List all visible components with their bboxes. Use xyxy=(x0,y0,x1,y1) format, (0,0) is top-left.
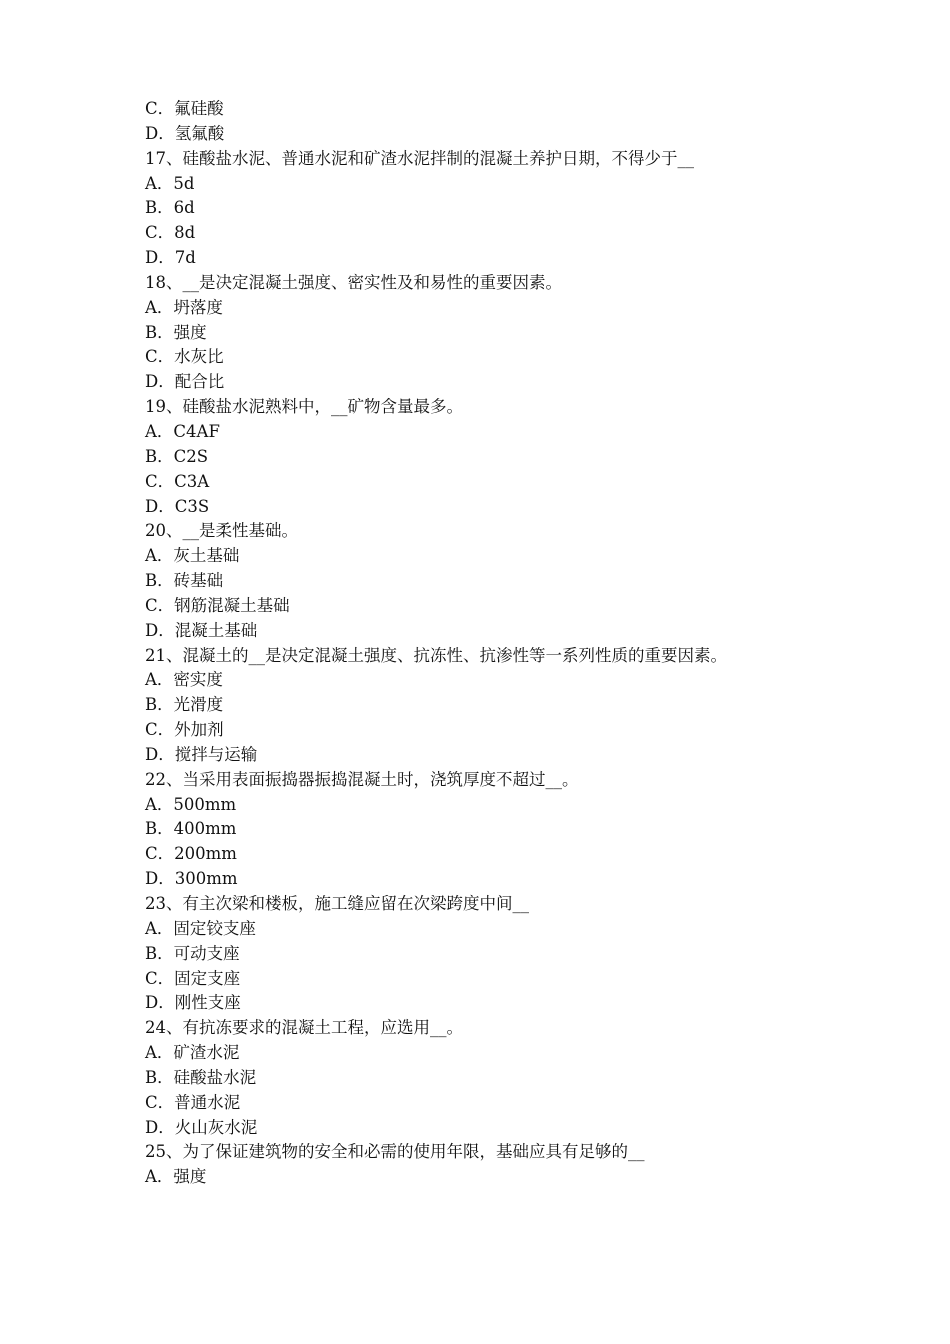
text-line: 23、有主次梁和楼板，施工缝应留在次梁跨度中间__ xyxy=(145,894,529,913)
text-line: C．固定支座 xyxy=(145,968,241,988)
text-line: 22、当采用表面振捣器振捣混凝土时，浇筑厚度不超过__。 xyxy=(145,769,579,789)
text-line: B．C2S xyxy=(145,446,209,466)
text-line: A．500mm xyxy=(145,794,237,814)
text-line: 21、混凝土的__是决定混凝土强度、抗冻性、抗渗性等一系列性质的重要因素。 xyxy=(145,645,727,665)
text-line: C．普通水泥 xyxy=(145,1092,241,1112)
text-line: A．C4AF xyxy=(145,421,220,441)
text-line: D．300mm xyxy=(145,869,238,889)
text-line: D．火山灰水泥 xyxy=(145,1117,258,1137)
text-line: 20、__是柔性基础。 xyxy=(145,521,298,541)
text-line: 19、硅酸盐水泥熟料中，__矿物含量最多。 xyxy=(145,397,463,417)
text-line: C．氟硅酸 xyxy=(145,99,224,118)
text-line: A．强度 xyxy=(145,1167,207,1187)
text-line: D．混凝土基础 xyxy=(145,620,258,640)
text-line: B．光滑度 xyxy=(145,695,224,715)
text-line: C．水灰比 xyxy=(145,347,224,367)
text-line: C．C3A xyxy=(145,471,210,491)
text-line: D．配合比 xyxy=(145,372,225,392)
text-line: 25、为了保证建筑物的安全和必需的使用年限，基础应具有足够的__ xyxy=(145,1142,645,1162)
text-line: B．硅酸盐水泥 xyxy=(145,1067,257,1087)
text-line: D．7d xyxy=(145,248,196,268)
text-line: 24、有抗冻要求的混凝土工程，应选用__。 xyxy=(145,1018,463,1038)
text-line: C．钢筋混凝土基础 xyxy=(145,595,290,615)
text-line: D．氢氟酸 xyxy=(145,123,225,143)
text-line: A．坍落度 xyxy=(145,297,223,317)
text-line: A．固定铰支座 xyxy=(145,918,256,938)
text-line: A．密实度 xyxy=(145,670,223,690)
text-line: A．灰土基础 xyxy=(145,546,240,566)
text-line: B．砖基础 xyxy=(145,571,224,591)
text-line: B．6d xyxy=(145,198,195,218)
text-line: B．强度 xyxy=(145,322,207,342)
text-line: D．刚性支座 xyxy=(145,993,241,1013)
text-line: 17、硅酸盐水泥、普通水泥和矿渣水泥拌制的混凝土养护日期，不得少于__ xyxy=(145,148,694,168)
text-line: 18、__是决定混凝土强度、密实性及和易性的重要因素。 xyxy=(145,272,562,292)
text-line: B．400mm xyxy=(145,819,237,839)
text-line: C．200mm xyxy=(145,844,237,864)
question-list xyxy=(145,97,845,1190)
text-line: C．8d xyxy=(145,223,196,243)
text-line: A．5d xyxy=(145,173,195,193)
text-line: B．可动支座 xyxy=(145,943,240,963)
text-line: A．矿渣水泥 xyxy=(145,1043,240,1063)
text-line: C．外加剂 xyxy=(145,720,224,740)
text-line: D．C3S xyxy=(145,496,210,516)
text-line: D．搅拌与运输 xyxy=(145,744,258,764)
